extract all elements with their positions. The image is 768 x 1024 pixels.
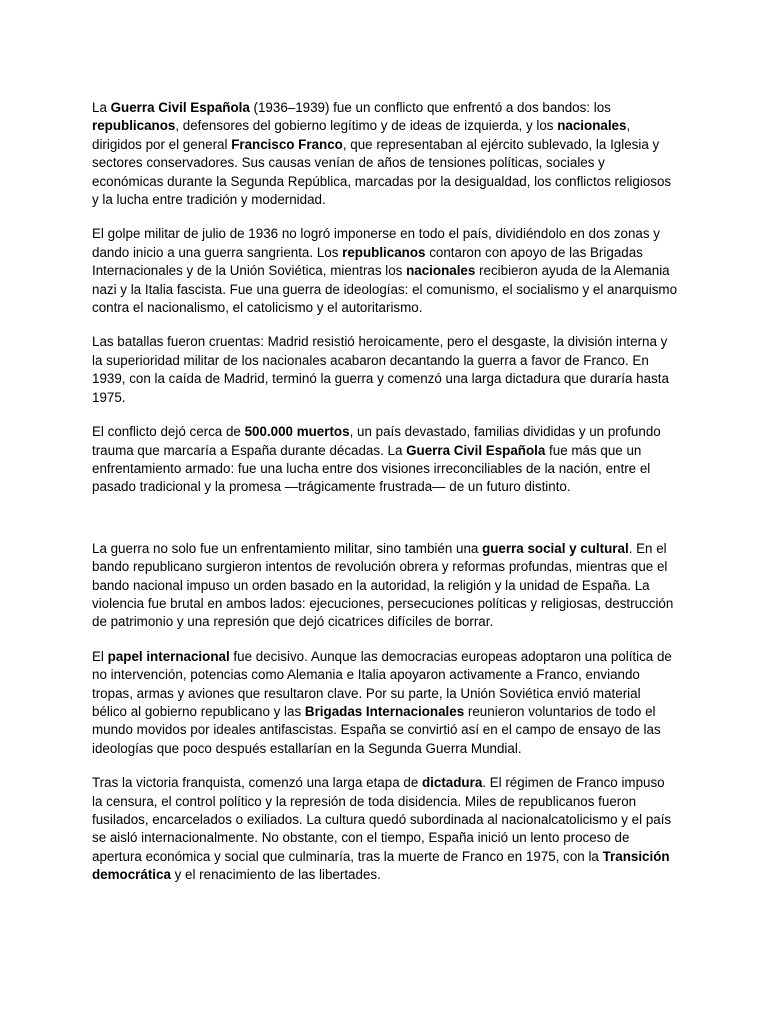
bold-term: nacionales — [406, 263, 476, 279]
text-run: fue decisivo. Aunque las democracias europeas adoptaron una política de no intervención, potencias como Alemania e Italia apoyaron activamente a Franco, enviando tropas, armas y aviones que resultaron clave. Por su parte, la Unión Soviética envió material bélico al gobierno republicano y las — [92, 648, 672, 719]
text-run: , dirigidos por el general — [92, 118, 631, 152]
text-run: y el renacimiento de las libertades. — [170, 867, 381, 883]
body-paragraph — [92, 225, 678, 317]
text-run: La — [92, 100, 111, 115]
text-run: El golpe militar de julio de 1936 no logró imponerse en todo el país, dividiéndolo en dos zonas y dando inicio a una guerra sangrienta. Los — [92, 226, 660, 260]
bold-term: dictadura — [422, 775, 483, 791]
body-paragraph — [92, 648, 678, 758]
bold-term: Francisco Franco — [231, 136, 343, 152]
bold-term: papel internacional — [107, 648, 230, 664]
bold-term: 500.000 muertos — [244, 424, 350, 440]
text-run: Tras la victoria franquista, comenzó una larga etapa de — [92, 775, 422, 791]
document-page — [92, 99, 678, 901]
bold-term: Guerra Civil Española — [406, 442, 546, 458]
text-run: , un país devastado, familias divididas y un profundo trauma que marcaría a España durante décadas. La — [92, 424, 661, 458]
text-run: fue más que un enfrentamiento armado: fue una lucha entre dos visiones irreconciliables de la nación, entre el pasado tradicional y la promesa —trágicamente frustrada— de un futuro distinto. — [92, 442, 651, 495]
body-paragraph — [92, 99, 678, 209]
text-run: . En el bando republicano surgieron intentos de revolución obrera y reformas profundas, mientras que el bando nacional impuso un orden basado en la autoridad, la religión y la unidad de España. La violencia fue brutal en ambos lados: ejecuciones, persecuciones políticas y religiosas, destrucción de patrimonio y una represión que dejó cicatrices difíciles de borrar. — [92, 540, 674, 630]
body-paragraph — [92, 423, 678, 497]
text-run: . El régimen de Franco impuso la censura, el control político y la represión de toda disidencia. Miles de republicanos fueron fusilados, encarcelados o exiliados. La cultura quedó subordinada al nacionalcatolicismo y el país se aisló internacionalmente. No obstante, con el tiempo, España inició un lento proceso de apertura económica y social que culminaría, tras la muerte de Franco en 1975, con la — [92, 775, 672, 864]
text-run: reunieron voluntarios de todo el mundo movidos por ideales antifascistas. España se convirtió así en el campo de ensayo de las ideologías que poco después estallarían en la Segunda Guerra Mundial. — [92, 703, 661, 756]
body-paragraph — [92, 774, 678, 884]
bold-term: republicanos — [342, 244, 426, 260]
bold-term: Guerra Civil Española — [110, 100, 250, 115]
bold-term: guerra social y cultural — [482, 540, 629, 556]
bold-term: republicanos — [92, 118, 176, 134]
text-run: El — [92, 648, 108, 664]
text-run: Las batallas fueron cruentas: Madrid resistió heroicamente, pero el desgaste, la división interna y la superioridad militar de los nacionales acabaron decantando la guerra a favor de Franco. En 1939, con la caída de Madrid, terminó la guerra y comenzó una larga dictadura que duraría hasta 1975. — [92, 334, 669, 405]
bold-term: Brigadas Internacionales — [304, 703, 465, 719]
text-run: El conflicto dejó cerca de — [92, 424, 245, 440]
text-run: La guerra no solo fue un enfrentamiento militar, sino también una — [92, 540, 483, 556]
text-run: , que representaban al ejército sublevado, la Iglesia y sectores conservadores. Sus causas venían de años de tensiones políticas, sociales y económicas durante la Segunda República, marcadas por la desigualdad, los conflictos religiosos y la lucha entre tradición y modernidad. — [92, 136, 672, 208]
text-run: contaron con apoyo de las Brigadas Internacionales y de la Unión Soviética, mientras los — [92, 244, 643, 279]
body-paragraph — [92, 333, 678, 407]
bold-term: Transición democrática — [92, 848, 670, 883]
text-run: (1936–1939) fue un conflicto que enfrentó a dos bandos: los — [249, 100, 611, 115]
body-paragraph — [92, 540, 678, 632]
bold-term: nacionales — [557, 118, 627, 134]
text-run: , defensores del gobierno legítimo y de ideas de izquierda, y los — [175, 118, 558, 134]
text-run: recibieron ayuda de la Alemania nazi y la Italia fascista. Fue una guerra de ideologías: el comunismo, el socialismo y el anarquismo contra el nacionalismo, el catolicismo y el autoritarismo. — [92, 263, 678, 316]
